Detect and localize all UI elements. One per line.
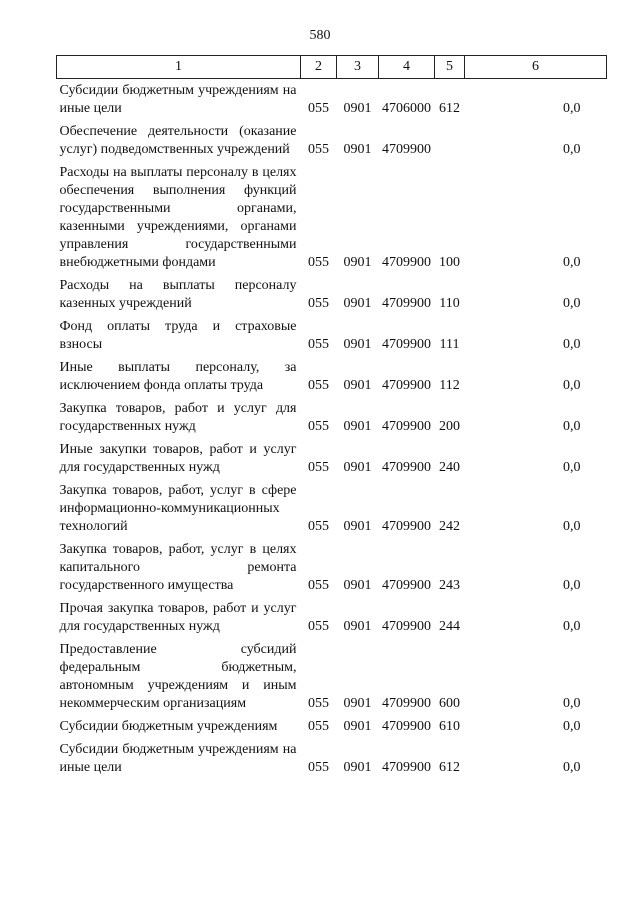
- row-name: Прочая закупка товаров, работ и услуг для государственных нужд: [59, 601, 297, 634]
- row-amount: 0,0: [563, 460, 581, 475]
- row-target-code: 4709900: [382, 696, 431, 711]
- row-admin-code: 055: [308, 101, 329, 116]
- row-section-code: 0901: [343, 619, 372, 634]
- row-name: Обеспечение деятельности (оказание услуг) подведомственных учреждений: [59, 124, 297, 157]
- row-amount: 0,0: [563, 255, 581, 270]
- row-amount: 0,0: [563, 760, 581, 775]
- column-header-3: 3: [337, 56, 379, 79]
- row-admin-code: 055: [308, 578, 329, 593]
- row-amount: 0,0: [563, 142, 581, 157]
- row-target-code: 4709900: [382, 460, 431, 475]
- row-amount: 0,0: [563, 101, 581, 116]
- row-name: Закупка товаров, работ, услуг в сфере информационно-коммуникационных технологий: [59, 483, 297, 534]
- row-section-code: 0901: [343, 337, 372, 352]
- row-admin-code: 055: [308, 255, 329, 270]
- row-target-code: 4709900: [382, 760, 431, 775]
- row-section-code: 0901: [343, 460, 372, 475]
- row-expense-type: 612: [439, 101, 460, 116]
- row-expense-type: 242: [439, 519, 460, 534]
- row-expense-type: 100: [439, 255, 460, 270]
- row-amount: 0,0: [563, 519, 581, 534]
- row-target-code: 4709900: [382, 519, 431, 534]
- row-target-code: 4709900: [382, 419, 431, 434]
- row-section-code: 0901: [343, 378, 372, 393]
- row-admin-code: 055: [308, 419, 329, 434]
- row-expense-type: 600: [439, 696, 460, 711]
- row-section-code: 0901: [343, 419, 372, 434]
- row-expense-type: 111: [439, 337, 460, 352]
- row-amount: 0,0: [563, 296, 581, 311]
- row-name: Закупка товаров, работ и услуг для государственных нужд: [59, 401, 297, 434]
- row-name: Субсидии бюджетным учреждениям на иные цели: [59, 742, 297, 775]
- row-expense-type: 240: [439, 460, 460, 475]
- row-expense-type: 610: [439, 719, 460, 734]
- table-row: [57, 738, 607, 779]
- row-amount: 0,0: [563, 419, 581, 434]
- row-name: Фонд оплаты труда и страховые взносы: [59, 319, 297, 352]
- row-admin-code: 055: [308, 696, 329, 711]
- row-section-code: 0901: [343, 519, 372, 534]
- row-expense-type: 243: [439, 578, 460, 593]
- row-name: Расходы на выплаты персоналу в целях обеспечения выполнения функций государственными органами, казенными учреждениями, органами управления государственными внебюджетными фондами: [59, 165, 297, 270]
- page-number: 580: [309, 28, 331, 43]
- table-row: [57, 315, 607, 356]
- row-admin-code: 055: [308, 719, 329, 734]
- row-admin-code: 055: [308, 460, 329, 475]
- row-target-code: 4709900: [382, 378, 431, 393]
- budget-table: [56, 55, 607, 779]
- table-row: [57, 479, 607, 538]
- row-amount: 0,0: [563, 619, 581, 634]
- row-name: Субсидии бюджетным учреждениям на иные цели: [59, 83, 297, 116]
- table-row: [57, 638, 607, 715]
- row-admin-code: 055: [308, 378, 329, 393]
- row-target-code: 4706000: [382, 101, 431, 116]
- column-header-4: 4: [379, 56, 435, 79]
- table-row: [57, 120, 607, 161]
- row-section-code: 0901: [343, 142, 372, 157]
- row-admin-code: 055: [308, 296, 329, 311]
- column-header-2: 2: [301, 56, 337, 79]
- row-amount: 0,0: [563, 696, 581, 711]
- row-admin-code: 055: [308, 619, 329, 634]
- row-section-code: 0901: [343, 696, 372, 711]
- row-name: Субсидии бюджетным учреждениям: [59, 719, 278, 734]
- row-section-code: 0901: [343, 719, 372, 734]
- row-section-code: 0901: [343, 578, 372, 593]
- row-target-code: 4709900: [382, 337, 431, 352]
- row-target-code: 4709900: [382, 619, 431, 634]
- column-header-5: 5: [435, 56, 465, 79]
- row-amount: 0,0: [563, 337, 581, 352]
- row-name: Предоставление субсидий федеральным бюджетным, автономным учреждениям и иным некоммерческим организациям: [59, 642, 297, 711]
- row-expense-type: 112: [439, 378, 460, 393]
- column-header-6: 6: [465, 56, 607, 79]
- row-expense-type: 200: [439, 419, 460, 434]
- row-expense-type: [435, 120, 465, 161]
- row-section-code: 0901: [343, 255, 372, 270]
- row-expense-type: 110: [439, 296, 460, 311]
- row-target-code: 4709900: [382, 719, 431, 734]
- row-admin-code: 055: [308, 760, 329, 775]
- row-admin-code: 055: [308, 337, 329, 352]
- row-admin-code: 055: [308, 142, 329, 157]
- row-section-code: 0901: [343, 296, 372, 311]
- table-row: [57, 79, 607, 121]
- row-amount: 0,0: [563, 719, 581, 734]
- row-expense-type: 244: [439, 619, 460, 634]
- table-row: [57, 438, 607, 479]
- column-header-1: 1: [57, 56, 301, 79]
- table-header-row: [57, 56, 607, 79]
- row-target-code: 4709900: [382, 578, 431, 593]
- row-name: Иные выплаты персоналу, за исключением фонда оплаты труда: [59, 360, 297, 393]
- table-row: [57, 161, 607, 274]
- row-target-code: 4709900: [382, 296, 431, 311]
- row-expense-type: 612: [439, 760, 460, 775]
- row-target-code: 4709900: [382, 142, 431, 157]
- row-target-code: 4709900: [382, 255, 431, 270]
- row-admin-code: 055: [308, 519, 329, 534]
- table-row: [57, 274, 607, 315]
- table-row: [57, 397, 607, 438]
- table-row: [57, 597, 607, 638]
- row-amount: 0,0: [563, 578, 581, 593]
- row-name: Иные закупки товаров, работ и услуг для государственных нужд: [59, 442, 297, 475]
- row-name: Расходы на выплаты персоналу казенных учреждений: [59, 278, 297, 311]
- row-section-code: 0901: [343, 101, 372, 116]
- table-row: [57, 356, 607, 397]
- row-amount: 0,0: [563, 378, 581, 393]
- row-name: Закупка товаров, работ, услуг в целях капитального ремонта государственного имущества: [59, 542, 297, 593]
- table-row: [57, 715, 607, 738]
- table-row: [57, 538, 607, 597]
- row-section-code: 0901: [343, 760, 372, 775]
